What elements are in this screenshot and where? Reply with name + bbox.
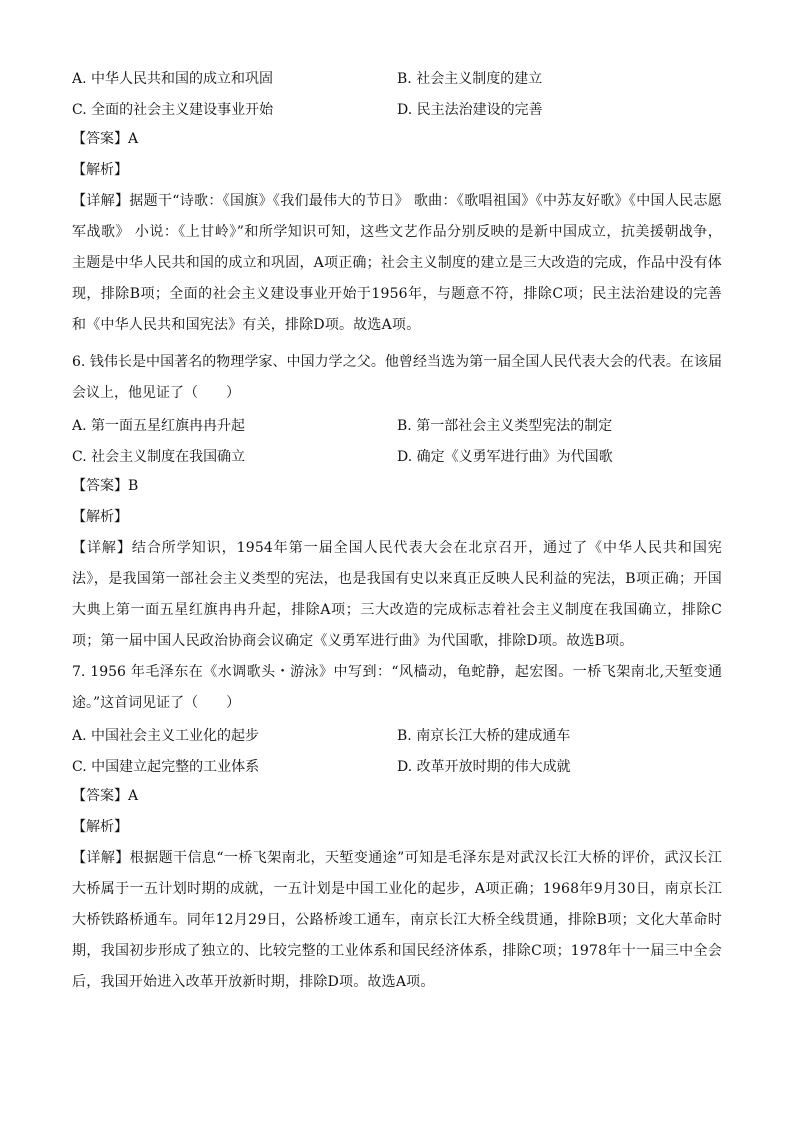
analysis-label: 【解析】 (72, 819, 128, 835)
question-stem: 6. 钱伟长是中国著名的物理学家、中国力学之父。他曾经当选为第一届全国人民代表大会的代表。在该届会议上，他见证了（ ） (72, 354, 722, 401)
question-5 (72, 62, 722, 341)
option-a: A. 中国社会主义工业化的起步 (72, 727, 260, 744)
option-c: C. 社会主义制度在我国确立 (72, 448, 246, 465)
option-b: B. 社会主义制度的建立 (397, 70, 543, 87)
options-row (72, 440, 722, 471)
analysis-label: 【解析】 (72, 162, 128, 178)
detail-explanation: 【详解】据题干“诗歌：《国旗》《我们最伟大的节日》 歌曲：《歌唱祖国》《中苏友好歌》《中国人民志愿军战歌》 小说：《上甘岭》”和所学知识可知，这些文艺作品分别反映的是新中国成立，抗美援朝战争，主题是中华人民共和国的成立和巩固，A项正确；社会主义制度的建立是三大改造的完成，作品中没有体现，排除B项；全面的社会主义建设事业开始于1956年，与题意不符，排除C项；民主法治建设的完善和《中华人民共和国宪法》有关，排除D项。故选A项。 (72, 193, 722, 333)
option-d: D. 民主法治建设的完善 (397, 101, 543, 118)
options-row (72, 719, 722, 750)
question-stem: 7. 1956 年毛泽东在《水调歌头・游泳》中写到：“风樯动，龟蛇静，起宏图。一桥飞架南北,天堑变通途。”这首词见证了（ ） (72, 664, 722, 711)
option-d: D. 确定《义勇军进行曲》为代国歌 (397, 448, 613, 465)
answer: 【答案】A (72, 788, 139, 804)
option-b: B. 第一部社会主义类型宪法的制定 (397, 417, 613, 434)
options-row (72, 750, 722, 781)
options-row (72, 93, 722, 124)
option-a: A. 第一面五星红旗冉冉升起 (72, 417, 246, 434)
option-d: D. 改革开放时期的伟大成就 (397, 758, 571, 775)
option-a: A. 中华人民共和国的成立和巩固 (72, 70, 274, 87)
option-c: C. 中国建立起完整的工业体系 (72, 758, 260, 775)
detail-explanation: 【详解】结合所学知识，1954年第一届全国人民代表大会在北京召开，通过了《中华人民共和国宪法》，是我国第一部社会主义类型的宪法，也是我国有史以来真正反映人民利益的宪法，B项正确；开国大典上第一面五星红旗冉冉升起，排除A项；三大改造的完成标志着社会主义制度在我国确立，排除C项；第一届中国人民政治协商会议确定《义勇军进行曲》为代国歌，排除D项。故选B项。 (72, 540, 722, 649)
options-row (72, 62, 722, 93)
option-b: B. 南京长江大桥的建成通车 (397, 727, 571, 744)
detail-explanation: 【详解】根据题干信息“一桥飞架南北，天堑变通途”可知是毛泽东是对武汉长江大桥的评价，武汉长江大桥属于一五计划时期的成就，一五计划是中国工业化的起步，A项正确；1968年9月30日，南京长江大桥铁路桥通车。同年12月29日，公路桥竣工通车，南京长江大桥全线贯通，排除B项；文化大革命时期，我国初步形成了独立的、比较完整的工业体系和国民经济体系，排除C项；1978年十一届三中全会后，我国开始进入改革开放新时期，排除D项。故选A项。 (72, 850, 722, 990)
answer: 【答案】A (72, 131, 139, 147)
question-7 (72, 657, 722, 998)
document-page (72, 62, 722, 998)
question-6 (72, 347, 722, 657)
options-row (72, 409, 722, 440)
option-c: C. 全面的社会主义建设事业开始 (72, 101, 274, 118)
answer: 【答案】B (72, 478, 139, 494)
analysis-label: 【解析】 (72, 509, 128, 525)
